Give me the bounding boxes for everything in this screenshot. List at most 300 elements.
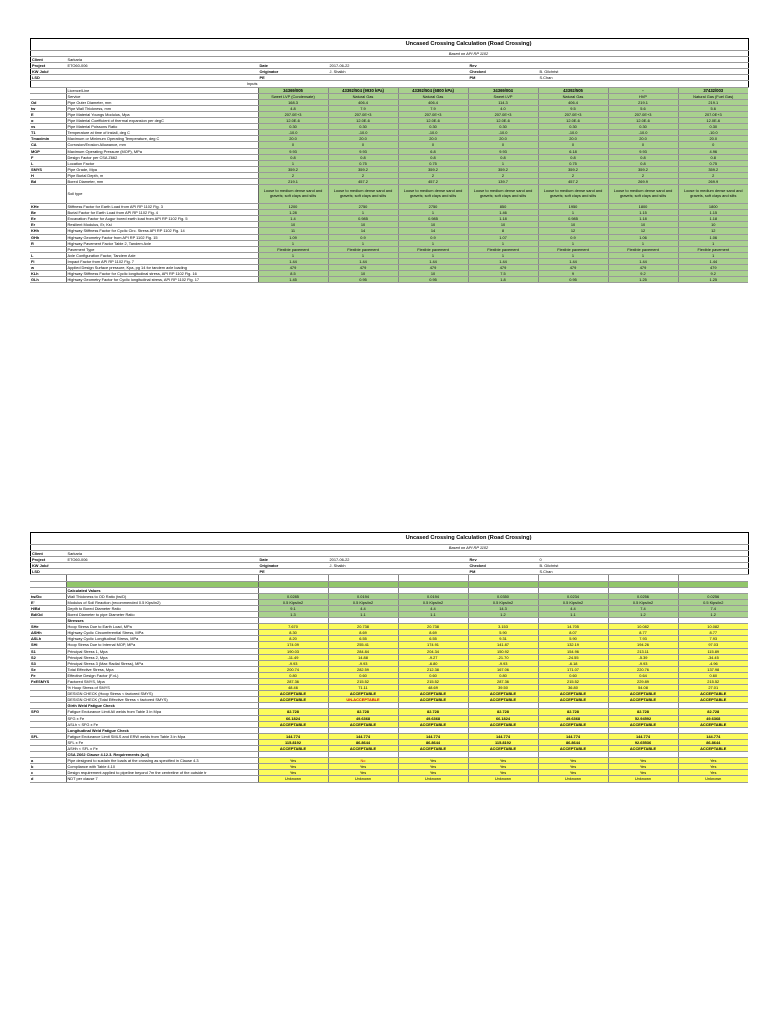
pm-value: S.Chan xyxy=(539,569,609,575)
row-value: -6.80 xyxy=(398,660,468,666)
row-value: 7.93 xyxy=(608,636,678,642)
row-symbol: GLh xyxy=(30,277,66,283)
row-value: 10 xyxy=(258,222,328,228)
row-symbol: SHe xyxy=(30,624,66,630)
row-symbol: CA xyxy=(30,142,66,148)
row-value: Yes xyxy=(328,764,398,770)
row-value: 10 xyxy=(678,222,748,228)
row-value: 190.03 xyxy=(258,648,328,654)
row-value: 1800 xyxy=(608,204,678,210)
row-value: 1 xyxy=(258,252,328,258)
inputs-table xyxy=(30,88,748,284)
row-value: ACCEPTABLE xyxy=(608,697,678,703)
row-value: 0 xyxy=(328,142,398,148)
row-value: 0.5 Kips/in2 xyxy=(538,599,608,605)
row-value: ACCEPTABLE xyxy=(608,746,678,752)
table-row xyxy=(30,776,748,782)
page-title: Uncased Crossing Calculation (Road Crossing) xyxy=(259,39,679,51)
row-value: 0.5 Kips/in2 xyxy=(468,599,538,605)
row-value: 213.11 xyxy=(608,648,678,654)
row-value: -24.55 xyxy=(538,654,608,660)
row-description: Bored Diameter to pipe Diameter Ratio xyxy=(66,611,258,617)
row-value: 1 xyxy=(538,210,608,216)
row-value: 1.46 xyxy=(468,210,538,216)
row-value: 144.774 xyxy=(398,733,468,739)
row-value: 52.94592 xyxy=(608,715,678,721)
row-value: 1.44 xyxy=(398,258,468,264)
row-value: 0.95 xyxy=(398,277,468,283)
row-value: 7.93 xyxy=(678,636,748,642)
row-value: ACCEPTABLE xyxy=(328,721,398,727)
row-value: 8.5 xyxy=(258,271,328,277)
row-value: 204.34 xyxy=(398,648,468,654)
row-symbol: L xyxy=(30,160,66,166)
kwjob-label: KW Job# xyxy=(31,563,67,569)
page-subtitle: Based on API RP 1102 xyxy=(259,51,679,57)
row-value: Flexible pavement xyxy=(678,246,748,252)
row-value: 0.80 xyxy=(258,672,328,678)
row-symbol: KLh xyxy=(30,271,66,277)
date-value: 2017-06-22 xyxy=(329,63,399,69)
row-value: 1 xyxy=(538,252,608,258)
sheet-inputs xyxy=(30,38,748,283)
originator-label: Originator xyxy=(259,563,329,569)
row-value: Yes xyxy=(608,770,678,776)
pe-label: PE xyxy=(259,75,329,81)
row-value: 1.2 xyxy=(678,611,748,617)
row-symbol: b xyxy=(30,764,66,770)
row-symbol: Se xyxy=(30,666,66,672)
row-value: 34369/004 xyxy=(468,88,538,94)
row-value: 10.082 xyxy=(678,624,748,630)
row-value: -10.0 xyxy=(258,130,328,136)
row-value: 4.96 xyxy=(678,148,748,154)
row-value: 0 xyxy=(678,142,748,148)
row-description: SFG x Fe xyxy=(66,715,258,721)
row-symbol: Fi xyxy=(30,258,66,264)
row-value: 2 xyxy=(398,172,468,178)
row-value: 207.0E+3 xyxy=(328,111,398,117)
row-value: -9.27 xyxy=(398,654,468,660)
row-value: 2750 xyxy=(398,204,468,210)
row-value: 219.1 xyxy=(608,99,678,105)
row-value: 207.0E+3 xyxy=(678,111,748,117)
row-value: 12.0E-6 xyxy=(258,118,328,124)
row-value: ACCEPTABLE xyxy=(398,691,468,697)
row-symbol: tw xyxy=(30,105,66,111)
row-symbol: T1 xyxy=(30,130,66,136)
row-value: 82.728 xyxy=(328,709,398,715)
row-value: 9.5 xyxy=(538,105,608,111)
row-value: 1.8 xyxy=(468,277,538,283)
row-value: Flexible pavement xyxy=(398,246,468,252)
row-value: 4.0 xyxy=(468,105,538,111)
row-value: 43392/504 (9930 kPa) xyxy=(328,88,398,94)
row-value: 1.1 xyxy=(398,611,468,617)
row-symbol: SMYS xyxy=(30,166,66,172)
row-value: 66.1824 xyxy=(258,715,328,721)
row-value: 207.0E+3 xyxy=(398,111,468,117)
checked-label: Checked xyxy=(469,69,539,75)
row-value: 1.44 xyxy=(608,258,678,264)
row-description: Stiffness Factor for Earth Load from API RP 1102 Fig. 3 xyxy=(66,204,258,210)
row-value: 215.52 xyxy=(678,678,748,684)
row-value: 10.082 xyxy=(608,624,678,630)
row-value: 144.774 xyxy=(468,733,538,739)
row-value: 0 xyxy=(608,142,678,148)
row-value: 92.65536 xyxy=(608,739,678,745)
row-value: 1950 xyxy=(538,204,608,210)
project-value: ETO60-006 xyxy=(67,557,259,563)
row-symbol: GHh xyxy=(30,234,66,240)
row-value: 20.0 xyxy=(608,136,678,142)
row-value: 6.55 xyxy=(398,636,468,642)
row-value: 7.4 xyxy=(678,605,748,611)
row-value: 1 xyxy=(258,240,328,246)
row-value: 359.2 xyxy=(468,166,538,172)
row-value: ACCEPTABLE xyxy=(468,721,538,727)
row-value: 1.18 xyxy=(678,216,748,222)
row-value: 200.74 xyxy=(258,666,328,672)
row-value: 282.59 xyxy=(328,666,398,672)
row-value: 0.8 xyxy=(398,154,468,160)
row-value: 0.75 xyxy=(398,160,468,166)
row-value: 9.93 xyxy=(608,148,678,154)
row-value: 850 xyxy=(468,204,538,210)
row-value: 34369/005 xyxy=(258,88,328,94)
row-value: 359.2 xyxy=(258,166,328,172)
row-value: 1200 xyxy=(258,204,328,210)
row-value: 6.8 xyxy=(398,148,468,154)
row-value: 12 xyxy=(608,228,678,234)
row-value: Natural Gas xyxy=(398,93,468,99)
row-value: 479 xyxy=(678,265,748,271)
row-value: 269.9 xyxy=(678,178,748,184)
row-value: ACCEPTABLE xyxy=(608,691,678,697)
row-value: ACCEPTABLE xyxy=(398,746,468,752)
row-value: 1.3 xyxy=(258,611,328,617)
originator-value: J. Shaikh xyxy=(329,563,399,569)
row-value: -21.70 xyxy=(468,654,538,660)
date-label: Date xyxy=(259,63,329,69)
row-value: 144.774 xyxy=(608,733,678,739)
row-symbol: ΔSLh xyxy=(30,636,66,642)
row-symbol: E xyxy=(30,111,66,117)
row-value: 0.5 Kips/in2 xyxy=(398,599,468,605)
row-value: 0.30 xyxy=(468,124,538,130)
row-value: 12 xyxy=(678,228,748,234)
row-value: 86.8644 xyxy=(328,739,398,745)
row-value: 10 xyxy=(608,222,678,228)
row-value: 54.08 xyxy=(608,685,678,691)
row-value: 1 xyxy=(468,160,538,166)
row-symbol xyxy=(30,185,66,204)
row-value: 9.93 xyxy=(468,148,538,154)
date-value: 2017-06-22 xyxy=(329,557,399,563)
row-value: 11 xyxy=(258,228,328,234)
row-description: Excavation Factor for Augur bored earth load from API RP 1102 Fig. 5 xyxy=(66,216,258,222)
row-description: Pipe Wall Thickness, mm xyxy=(66,105,258,111)
row-value: 10 xyxy=(328,271,398,277)
client-value: Sarkaria xyxy=(67,551,259,557)
row-symbol: S3 xyxy=(30,660,66,666)
row-value: Sweet LVP (Condensate) xyxy=(258,93,328,99)
row-description: Stresses xyxy=(66,618,258,624)
row-value: 0.30 xyxy=(258,124,328,130)
pe-label: PE xyxy=(259,569,329,575)
row-value: 8.77 xyxy=(678,630,748,636)
row-value: 115.8192 xyxy=(468,739,538,745)
row-value: Unknown xyxy=(258,776,328,782)
row-value: 1 xyxy=(328,240,398,246)
row-value: 0.0285 xyxy=(258,593,328,599)
row-value: 0.5 Kips/in2 xyxy=(678,599,748,605)
row-value: 0.75 xyxy=(328,160,398,166)
row-value: Yes xyxy=(538,770,608,776)
row-symbol: Be xyxy=(30,210,66,216)
row-value: 168.3 xyxy=(258,99,328,105)
row-value: Yes xyxy=(468,770,538,776)
row-value: ACCEPTABLE xyxy=(538,697,608,703)
row-symbol: Od xyxy=(30,99,66,105)
row-description: Effective Design Factor (F.xL) xyxy=(66,672,258,678)
row-value: ACCEPTABLE xyxy=(258,746,328,752)
row-value: 0.9 xyxy=(328,234,398,240)
sheet-calculations xyxy=(30,532,748,783)
row-value: 12.0E-6 xyxy=(538,118,608,124)
row-value: 8 xyxy=(468,228,538,234)
row-value: 71.11 xyxy=(328,685,398,691)
row-value: 1800 xyxy=(678,204,748,210)
row-value: Yes xyxy=(258,764,328,770)
row-symbol: F xyxy=(30,154,66,160)
row-description: Longitudinal Weld Fatigue Check xyxy=(66,727,258,733)
row-value: 141.87 xyxy=(468,642,538,648)
row-value: -9.93 xyxy=(468,660,538,666)
row-value: 12.0E-6 xyxy=(678,118,748,124)
row-description: Axle Configuration Factor, Tandem Axle xyxy=(66,252,258,258)
row-symbol: SFL xyxy=(30,733,66,739)
row-description: Highway Cyclic Circumferential Stress, MPa xyxy=(66,630,258,636)
row-description: Maximum or Minimum Operating Temperature, deg C xyxy=(66,136,258,142)
row-value: 479 xyxy=(608,265,678,271)
row-value: 5.6 xyxy=(608,105,678,111)
row-value: Sweet LVP xyxy=(468,93,538,99)
row-value: 86.8644 xyxy=(678,739,748,745)
row-value: 6.18 xyxy=(538,148,608,154)
row-value: 66.1824 xyxy=(468,715,538,721)
row-value: 1.44 xyxy=(328,258,398,264)
row-value: 20.738 xyxy=(328,624,398,630)
row-value: ACCEPTABLE xyxy=(538,721,608,727)
sheet-header-table xyxy=(30,38,749,88)
row-value: 479 xyxy=(398,265,468,271)
row-description: Principal Stress 3 (Max Radial Stress), MPa xyxy=(66,660,258,666)
row-value: ACCEPTABLE xyxy=(678,746,748,752)
row-value: 0.8 xyxy=(608,154,678,160)
row-value: 14 xyxy=(328,228,398,234)
row-value: 1.15 xyxy=(608,210,678,216)
row-value: 4.8 xyxy=(258,105,328,111)
row-description: Pipe Material Poissons Ratio xyxy=(66,124,258,130)
row-value: Natural Gas (Fuel Gas) xyxy=(678,93,748,99)
row-value: Yes xyxy=(678,764,748,770)
row-value: 82.728 xyxy=(538,709,608,715)
lsd-value xyxy=(67,569,259,575)
row-value: 1 xyxy=(398,252,468,258)
row-value: Loose to medium dense sand and gravels; soft clays and silts xyxy=(328,185,398,204)
pm-label: PM xyxy=(469,569,539,575)
row-value: -9.93 xyxy=(608,660,678,666)
row-description: Hoop Stress Due to Internal MOP, MPa xyxy=(66,642,258,648)
row-value: 0.5 Kips/in2 xyxy=(608,599,678,605)
row-value: 7.5 xyxy=(468,271,538,277)
row-value: -5.39 xyxy=(608,654,678,660)
row-value: 1.06 xyxy=(678,234,748,240)
lsd-label: LSD xyxy=(31,75,67,81)
row-symbol: d xyxy=(30,776,66,782)
row-value: 457.2 xyxy=(398,178,468,184)
row-value: 144.774 xyxy=(538,733,608,739)
row-value: 9.2 xyxy=(608,271,678,277)
row-value: Yes xyxy=(468,758,538,764)
row-description: Location Factor xyxy=(66,160,258,166)
row-value: 48.46 xyxy=(258,685,328,691)
row-symbol: c xyxy=(30,770,66,776)
row-value: 1.18 xyxy=(468,216,538,222)
row-value: 10 xyxy=(398,222,468,228)
row-value: 20.0 xyxy=(328,136,398,142)
row-value: ACCEPTABLE xyxy=(538,746,608,752)
row-value: 154.96 xyxy=(538,648,608,654)
client-value: Sarkaria xyxy=(67,57,259,63)
row-value: 406.4 xyxy=(538,99,608,105)
row-value: 144.774 xyxy=(678,733,748,739)
row-symbol: H/Bd xyxy=(30,605,66,611)
row-value: 6.55 xyxy=(328,636,398,642)
row-value: 82.728 xyxy=(468,709,538,715)
row-value: 0 xyxy=(258,142,328,148)
row-value: 49.6368 xyxy=(328,715,398,721)
row-value: 0.30 xyxy=(678,124,748,130)
row-value: 406.4 xyxy=(328,99,398,105)
row-value: 150.92 xyxy=(468,648,538,654)
row-value: 49.6368 xyxy=(398,715,468,721)
row-value: 215.52 xyxy=(398,678,468,684)
row-value: 0.0256 xyxy=(608,593,678,599)
row-description: Girth Weld Fatigue Check xyxy=(66,703,258,709)
row-description: ΔSHh < SFL x Fe xyxy=(66,746,258,752)
row-symbol: S2 xyxy=(30,654,66,660)
table-row xyxy=(30,277,748,283)
row-description: Depth to Bored Diameter Ratio xyxy=(66,605,258,611)
row-value: ACCEPTABLE xyxy=(538,691,608,697)
row-value: 0.985 xyxy=(328,216,398,222)
row-value: 8.07 xyxy=(538,630,608,636)
row-value: 0.0350 xyxy=(468,593,538,599)
row-value: 0.8 xyxy=(608,160,678,166)
row-value: 20.0 xyxy=(398,136,468,142)
row-value: Flexible pavement xyxy=(468,246,538,252)
kwjob-label: KW Job# xyxy=(31,69,67,75)
row-value: 0.64 xyxy=(608,672,678,678)
client-label: Client xyxy=(31,57,67,63)
row-value: 1.44 xyxy=(468,258,538,264)
row-value: 115.89 xyxy=(678,648,748,654)
row-value: 1 xyxy=(398,240,468,246)
row-value: 49.6368 xyxy=(678,715,748,721)
row-value: 14.705 xyxy=(538,624,608,630)
row-value: -10.0 xyxy=(678,130,748,136)
row-value: 82.728 xyxy=(398,709,468,715)
row-value: 43392/504 (6800 kPa) xyxy=(398,88,468,94)
row-symbol: Ee xyxy=(30,216,66,222)
row-value: 1.15 xyxy=(678,210,748,216)
row-value: ACCEPTABLE xyxy=(678,697,748,703)
row-value: 219.1 xyxy=(678,99,748,105)
sheet-header-table xyxy=(30,532,749,575)
row-value: 20.0 xyxy=(678,136,748,142)
row-description: Applied Design Surface pressure, Kpa, pg 14 for tandem axle loading xyxy=(66,265,258,271)
row-description: Pavement Type xyxy=(66,246,258,252)
row-value: 4.4 xyxy=(328,605,398,611)
row-value: ACCEPTABLE xyxy=(468,691,538,697)
row-symbol: Tmax/min xyxy=(30,136,66,142)
row-value: 9.1 xyxy=(258,605,328,611)
row-description: SFL x Fe xyxy=(66,739,258,745)
row-value: 139.7 xyxy=(468,178,538,184)
row-value: 207.0E+3 xyxy=(468,111,538,117)
row-symbol: a xyxy=(30,758,66,764)
row-value: 0.30 xyxy=(608,124,678,130)
row-value: ACCEPTABLE xyxy=(258,691,328,697)
pm-value: S.Chan xyxy=(539,75,609,81)
row-value: 9.2 xyxy=(678,271,748,277)
row-description: Calculated Values xyxy=(66,587,258,593)
row-value: Loose to medium dense sand and gravels, soft clays and silts xyxy=(678,185,748,204)
page-subtitle: Based on API RP 1102 xyxy=(259,545,679,551)
row-value: 20.0 xyxy=(258,136,328,142)
row-value: 10 xyxy=(328,222,398,228)
row-value: 39.50 xyxy=(468,685,538,691)
row-value: Flexible pavement xyxy=(258,246,328,252)
row-value: 5.90 xyxy=(468,630,538,636)
row-value: ACCEPTABLE xyxy=(328,691,398,697)
row-value: 0 xyxy=(398,142,468,148)
row-value: Yes xyxy=(258,770,328,776)
row-value: 2750 xyxy=(328,204,398,210)
row-value: 10 xyxy=(468,222,538,228)
row-value: - xyxy=(608,88,678,94)
row-value: 0.8 xyxy=(678,154,748,160)
row-value: 0.60 xyxy=(398,672,468,678)
row-value: 1.18 xyxy=(608,216,678,222)
row-value: 144.774 xyxy=(258,733,328,739)
row-value: 479 xyxy=(538,265,608,271)
row-value: 9 xyxy=(538,271,608,277)
row-description: Pipe designed to sustain the loads at the crossing as specified in Clause 4.3 xyxy=(66,758,258,764)
row-value: 2 xyxy=(328,172,398,178)
row-description: Bored Diameter, mm xyxy=(66,178,258,184)
row-value: 359.2 xyxy=(398,166,468,172)
row-value: No xyxy=(328,758,398,764)
row-value: Unknown xyxy=(468,776,538,782)
row-value: 219.1 xyxy=(258,178,328,184)
row-value: 12 xyxy=(538,228,608,234)
row-value: 49.6368 xyxy=(538,715,608,721)
row-symbol: L xyxy=(30,252,66,258)
lsd-label: LSD xyxy=(31,569,67,575)
